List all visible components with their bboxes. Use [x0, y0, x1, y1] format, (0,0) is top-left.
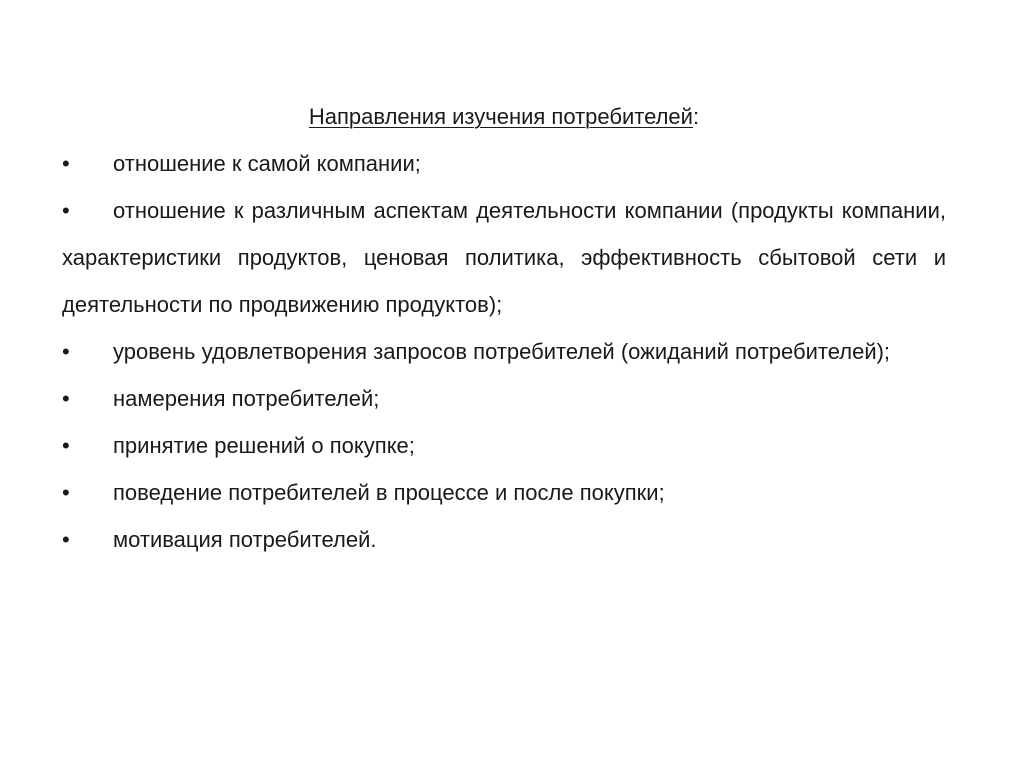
list-item — [62, 140, 946, 187]
bullet-icon: • — [62, 339, 70, 364]
list-item — [62, 328, 946, 375]
list-item — [62, 469, 946, 516]
list-item — [62, 187, 946, 328]
list-item — [62, 516, 946, 563]
bullet-list — [62, 140, 946, 563]
bullet-icon: • — [62, 151, 70, 176]
list-item-text: поведение потребителей в процессе и после покупки; — [113, 480, 665, 505]
list-item — [62, 375, 946, 422]
list-item — [62, 422, 946, 469]
list-item-text: мотивация потребителей. — [113, 527, 377, 552]
slide-content — [62, 93, 946, 563]
bullet-icon: • — [62, 433, 70, 458]
bullet-icon: • — [62, 527, 70, 552]
list-item-text: принятие решений о покупке; — [113, 433, 415, 458]
bullet-icon: • — [62, 198, 70, 223]
list-item-text: уровень удовлетворения запросов потребителей (ожиданий потребителей); — [113, 339, 891, 364]
list-item-text: намерения потребителей; — [113, 386, 380, 411]
slide-heading-suffix: : — [692, 104, 700, 129]
slide-heading-text: Направления изучения потребителей — [308, 104, 693, 129]
slide-heading — [62, 93, 946, 140]
bullet-icon: • — [62, 480, 70, 505]
bullet-icon: • — [62, 386, 70, 411]
list-item-text: отношение к самой компании; — [113, 151, 421, 176]
list-item-text: отношение к различным аспектам деятельности компании (продукты компании, характеристики продуктов, ценовая политика, эффективность сбытовой сети и деятельности по продвижению продуктов); — [62, 198, 946, 317]
